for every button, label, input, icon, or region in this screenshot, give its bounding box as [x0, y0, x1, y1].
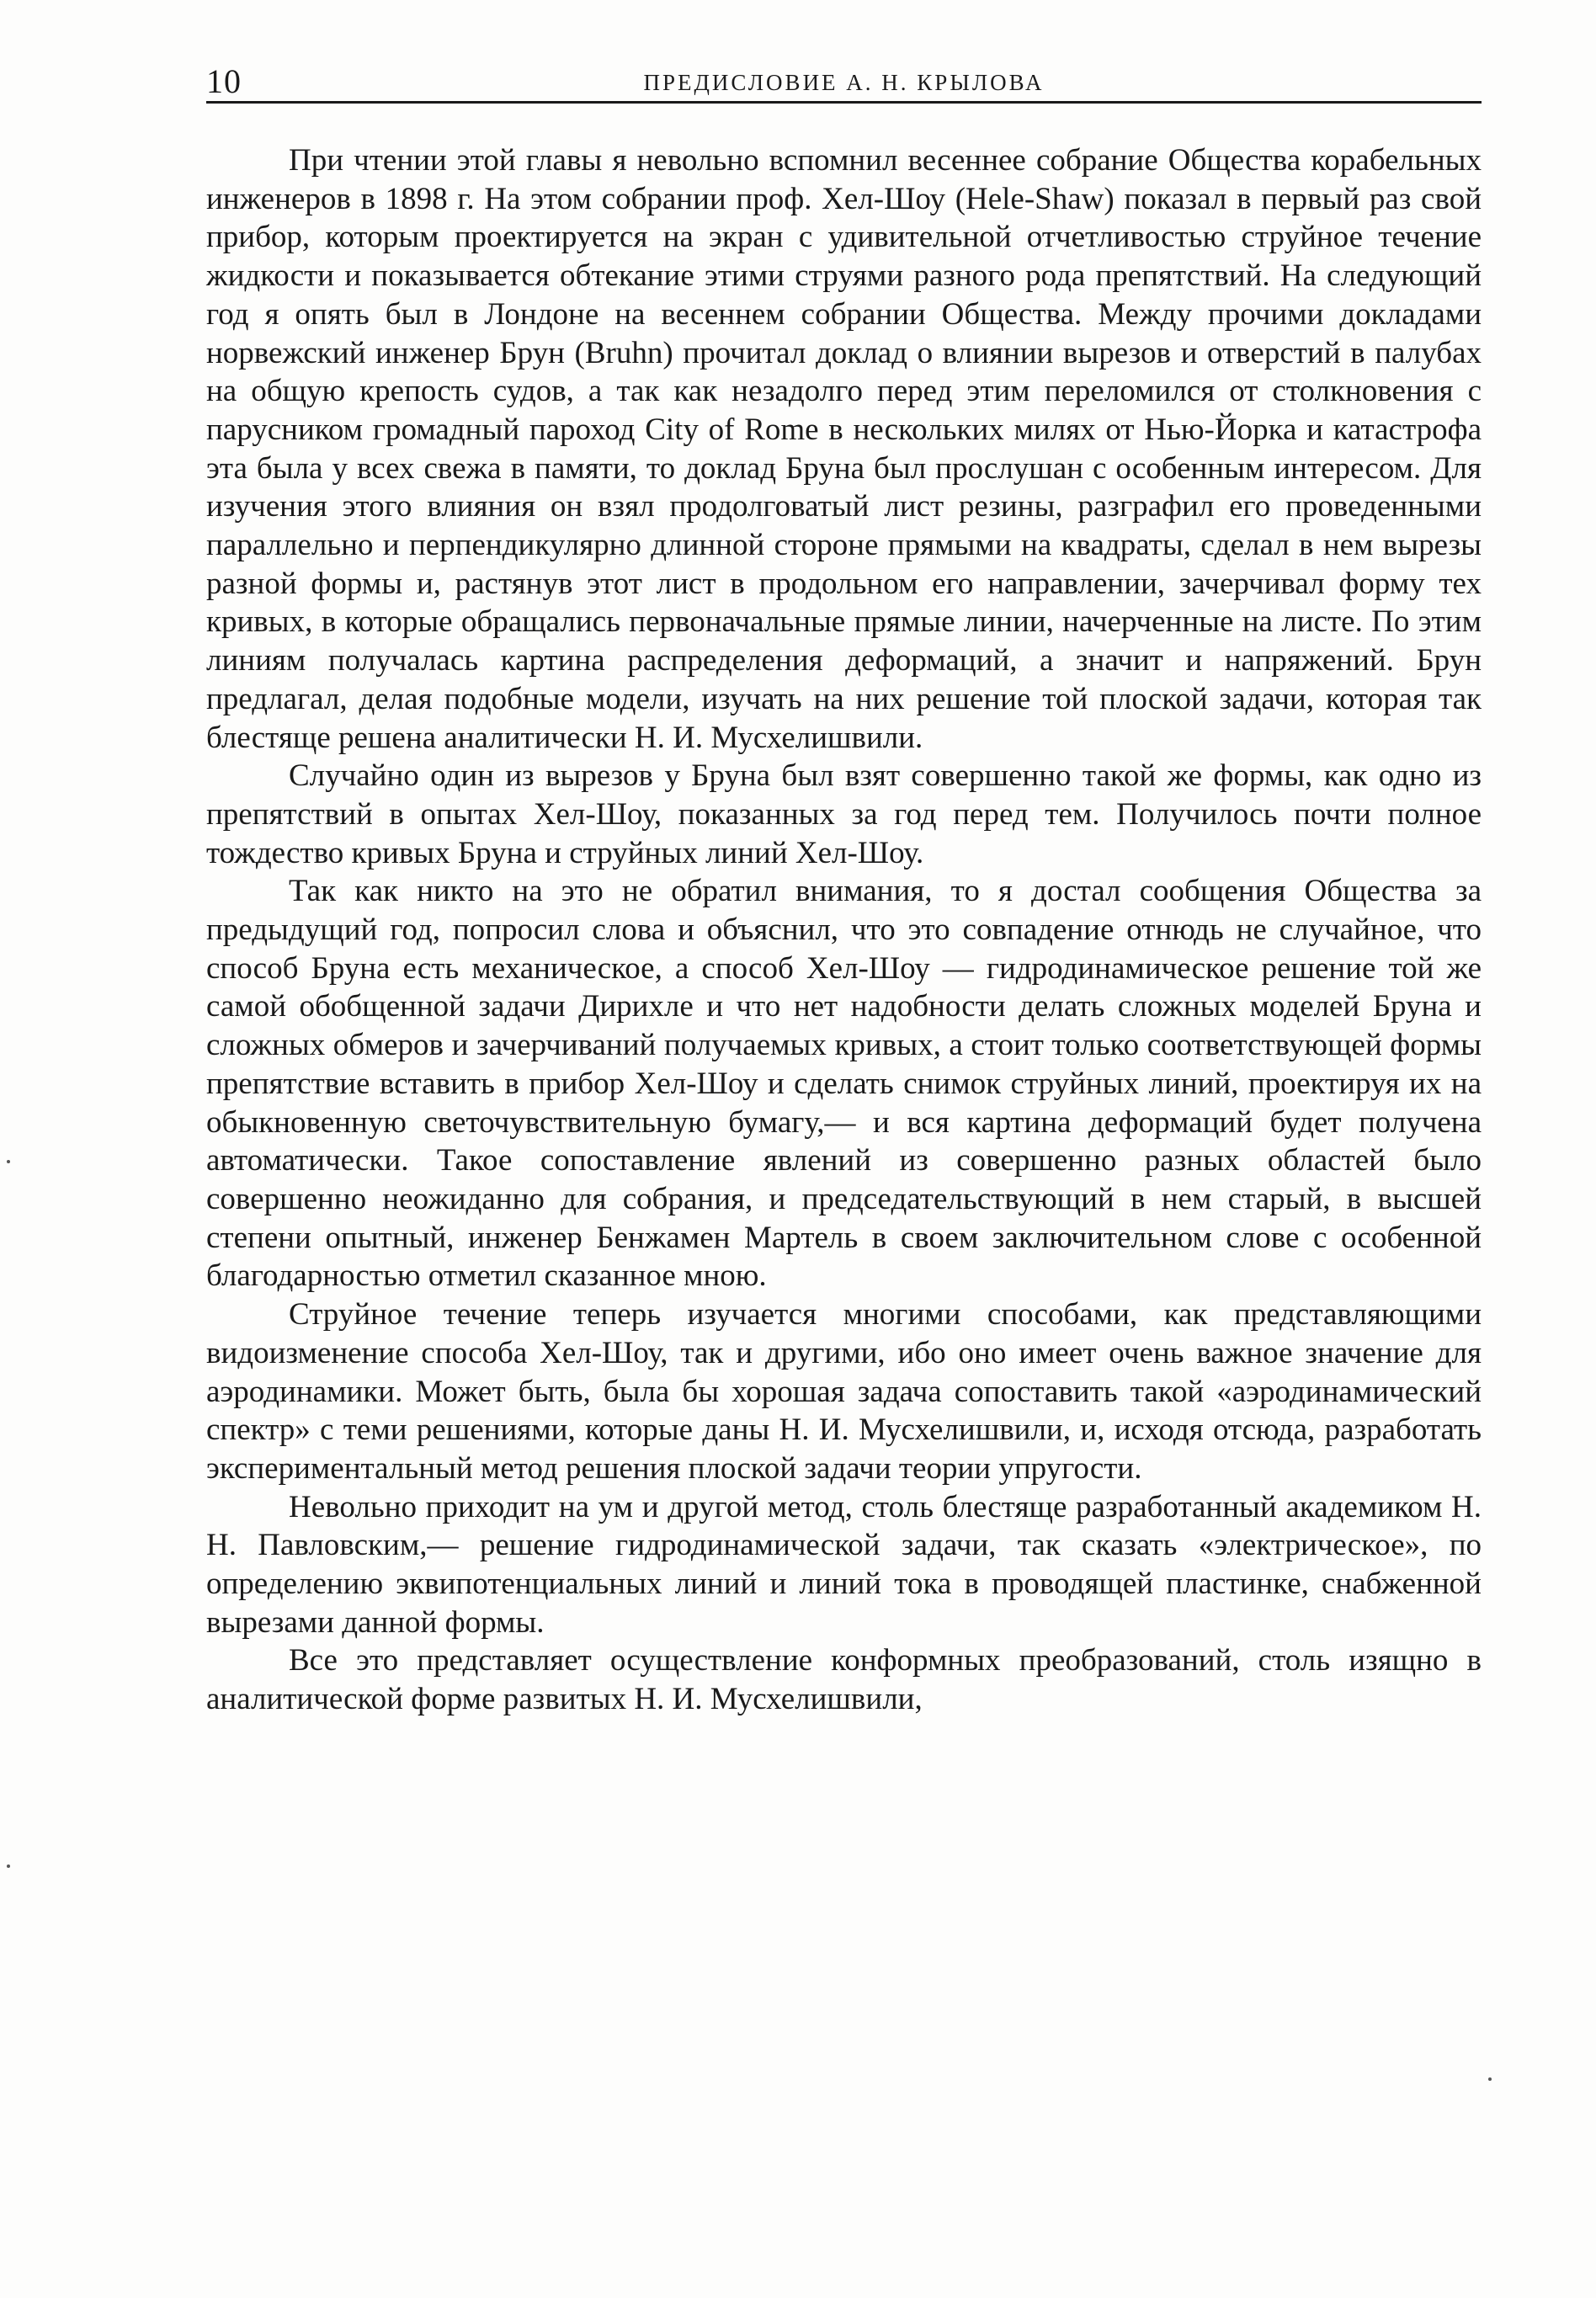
header-rule: [206, 101, 1482, 104]
margin-speck: [7, 1160, 10, 1163]
paragraph: При чтении этой главы я невольно вспомнил весеннее собрание Общества корабельных инженеров в 1898 г. На этом собрании проф. Хел-Шоу (Hele-Shaw) показал в первый раз свой прибор, которым проектируется на экран с удивительной отчетливостью струйное течение жидкости и показывается обтекание этими струями разного рода препятствий. На следующий год я опять был в Лондоне на весеннем собрании Общества. Между прочими докладами норвежский инженер Брун (Bruhn) прочитал доклад о влиянии вырезов и отверстий в палубах на общую крепость судов, а так как незадолго перед этим переломился от столкновения с парусником громадный пароход City of Rome в нескольких милях от Нью-Йорка и катастрофа эта была у всех свежа в памяти, то доклад Бруна был прослушан с особенным интересом. Для изучения этого влияния он взял продолговатый лист резины, разграфил его проведенными параллельно и перпендикулярно длинной стороне прямыми на квадраты, сделал в нем вырезы разной формы и, растянув этот лист в продольном его направлении, зачерчивал форму тех кривых, в которые обращались первоначальные прямые линии, начерченные на листе. По этим линиям получалась картина распределения деформаций, а значит и напряжений. Брун предлагал, делая подобные модели, изучать на них решение той плоской задачи, которая так блестяще решена аналитически Н. И. Мусхелишвили.: [206, 143, 1482, 755]
margin-speck: [1488, 2077, 1492, 2081]
paragraph: Так как никто на это не обратил внимания, то я достал сообщения Общества за предыдущий год, попросил слова и объяснил, что это совпадение отнюдь не случайное, что способ Бруна есть механическое, а способ Хел-Шоу — гидродинамическое решение той же самой обобщенной задачи Дирихле и что нет надобности делать сложных моделей Бруна и сложных обмеров и зачерчиваний получаемых кривых, а стоит только соответствующей формы препятствие вставить в прибор Хел-Шоу и сделать снимок струйных линий, проектируя их на обыкновенную светочувствительную бумагу,— и вся картина деформаций будет получена автоматически. Такое сопоставление явлений из совершенно разных областей было совершенно неожиданно для собрания, и председательствующий в нем старый, в высшей степени опытный, инженер Бенжамен Мартель в своем заключительном слове с особенной благодарностью отметил сказанное мною.: [206, 874, 1482, 1294]
paragraph: Все это представляет осуществление конформных преобразований, столь изящно в аналитической форме развитых Н. И. Мусхелишвили,: [206, 1643, 1482, 1717]
running-title: ПРЕДИСЛОВИЕ А. Н. КРЫЛОВА: [643, 70, 1045, 95]
page-header: [206, 61, 1482, 103]
paragraph: Струйное течение теперь изучается многими способами, как представляющими видоизменение способа Хел-Шоу, так и другими, ибо оно имеет очень важное значение для аэродинамики. Может быть, была бы хорошая задача сопоставить такой «аэродинамический спектр» с теми решениями, которые даны Н. И. Мусхелишвили, и, исходя отсюда, разработать экспериментальный метод решения плоской задачи теории упругости.: [206, 1297, 1482, 1486]
body-text: [206, 141, 1482, 1719]
page-number: 10: [206, 62, 242, 100]
margin-speck: [7, 1864, 10, 1868]
paragraph: Невольно приходит на ум и другой метод, столь блестяще разработанный академиком Н. Н. Павловским,— решение гидродинамической задачи, так сказать «электрическое», по определению эквипотенциальных линий и линий тока в проводящей пластинке, снабженной вырезами данной формы.: [206, 1489, 1482, 1640]
paragraph: Случайно один из вырезов у Бруна был взят совершенно такой же формы, как одно из препятствий в опытах Хел-Шоу, показанных за год перед тем. Получилось почти полное тождество кривых Бруна и струйных линий Хел-Шоу.: [206, 758, 1482, 870]
